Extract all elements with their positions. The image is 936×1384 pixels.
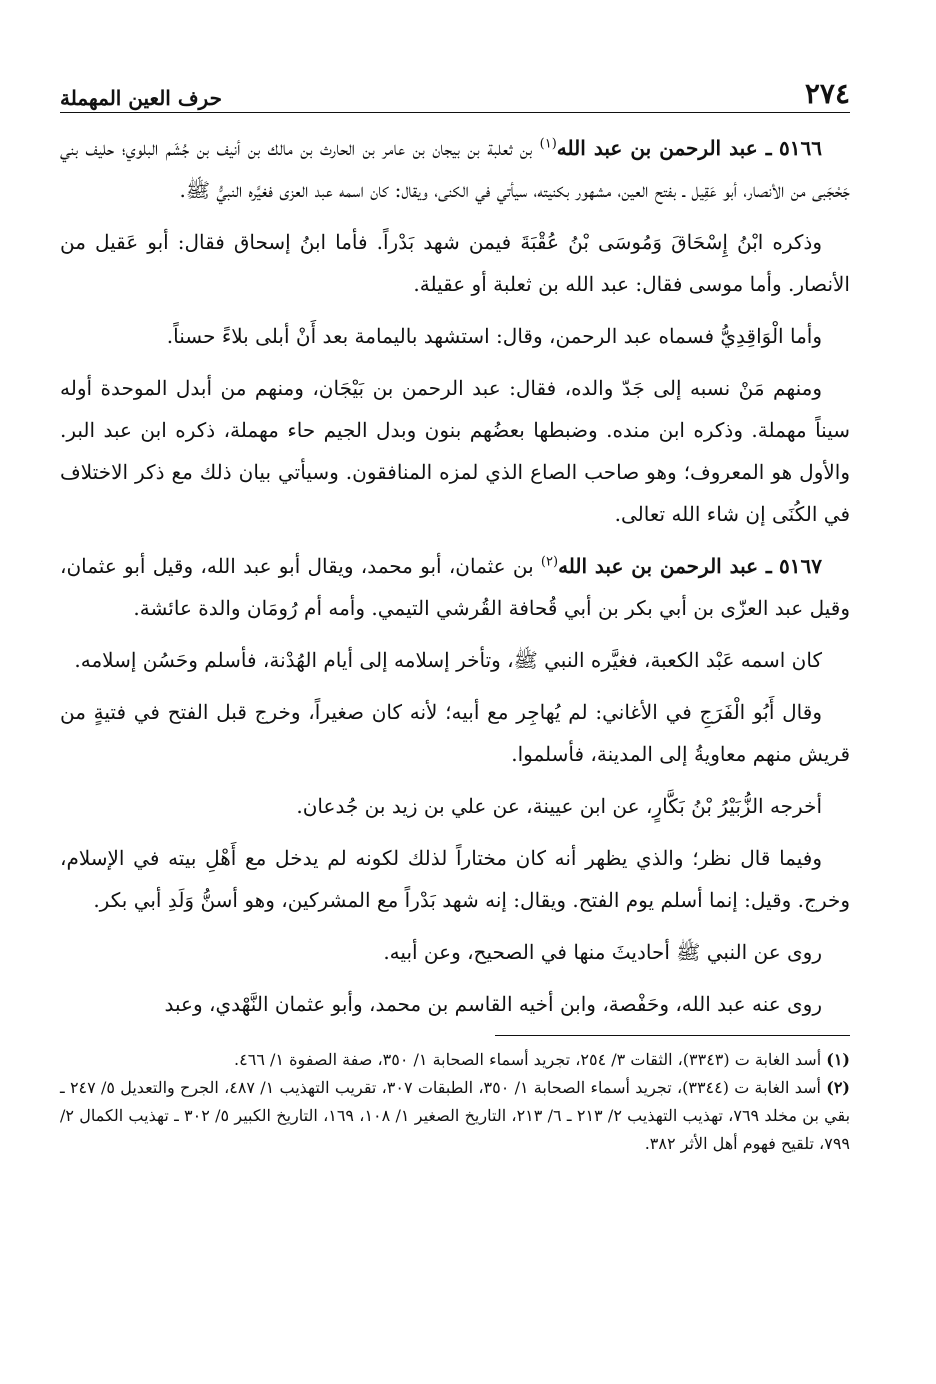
footnote-reference[interactable]: (١) [539,136,557,152]
page-number: ٢٧٤ [804,77,850,110]
paragraph: أخرجه الزُّبَيْرُ بْنُ بَكَّارٍ، عن ابن عيينة، عن علي بن زيد بن جُدعان. [296,794,822,818]
footnote-mark: (٢) [826,1078,850,1097]
entry-5167 [60,545,850,629]
footnotes [60,1046,850,1158]
paragraph: وذكره ابْنُ إِسْحَاقَ وَمُوسَى بْنُ عُقْبَةَ فيمن شهد بَدْراً. فأما ابنُ إسحاق فقال: أبو عَقيل من الأنصار. وأما موسى فقال: عبد الله بن ثعلبة أو عقيلة. [60,230,850,296]
footnote-divider [495,1035,850,1036]
paragraph: روى عن النبي ﷺ أحاديثَ منها في الصحيح، وعن أبيه. [383,940,822,964]
footnote-text: أسد الغابة ت (٣٣٤٣)، الثقات ٣/ ٢٥٤، تجريد أسماء الصحابة ١/ ٣٥٠، صفة الصفوة ١/ ٤٦٦. [234,1050,822,1069]
entry-text: بن عثمان، أبو محمد، ويقال أبو عبد الله، وقيل أبو عثمان، وقيل عبد العزّى بن أبي بكر بن أبي قُحافة القُرشي التيمي. وأمه أم رُومَان والدة عائشة. [60,554,850,620]
running-title: حرف العين المهملة [60,86,222,110]
page-header [60,60,850,113]
paragraph: وفيما قال نظر؛ والذي يظهر أنه كان مختاراً لذلك لكونه لم يدخل مع أَهْلِ بيته في الإسلام، وخرج. وقيل: إنما أسلم يوم الفتح. ويقال: إنه شهد بَدْراً مع المشركين، وهو أسنُّ وَلَدِ أبي بكر. [60,846,850,912]
footnote-mark: (١) [826,1050,850,1069]
entry-text: بن ثعلبة بن بيجان بن عامر بن الحارث بن مالك بن أنيف بن جُشَم البلوي؛ حليف بني جَحْجَبى من الأنصار، أبو عَقِيل ـ بفتح العين، مشهور بكنيته، سيأتي في الكنى، ويقال: كان اسمه عبد العزى فغيَّره النبيُّ ﷺ. [60,136,850,202]
paragraph: وأما الْوَاقِدِيُّ فسماه عبد الرحمن، وقال: استشهد باليمامة بعد أَنْ أبلى بلاءً حسناً. [166,324,822,348]
paragraph: وقال أَبُو الْفَرَجِ في الأغاني: لم يُهاجِر مع أبيه؛ لأنه كان صغيراً، وخرج قبل الفتح في فتيةٍ من قريش منهم معاويةُ إلى المدينة، فأسلموا. [60,700,850,766]
main-text [60,127,850,1025]
entry-name: ـ عبد الرحمن بن عبد الله [556,136,772,160]
entry-5166 [60,127,850,211]
footnote-reference[interactable]: (٢) [540,554,559,570]
paragraph: روى عنه عبد الله، وحَفْصة، وابن أخيه القاسم بن محمد، وأبو عثمان النَّهْدي، وعبد [164,992,822,1016]
paragraph: كان اسمه عَبْد الكعبة، فغيَّره النبي ﷺ، وتأخر إسلامه إلى أيام الهُدْنة، فأسلم وحَسُن إسلامه. [74,648,822,672]
paragraph: ومنهم مَنْ نسبه إلى جَدّ والده، فقال: عبد الرحمن بن بَيْجَان، ومنهم من أبدل الموحدة أوله سيناً مهملة. وذكره ابن منده. وضبطها بعضُهم بنون وبدل الجيم حاء مهملة، ذكره ابن عبد البر. والأول هو المعروف؛ وهو صاحب الصاع الذي لمزه المنافقون. وسيأتي بيان ذلك مع ذكر الاختلاف في الكُنَى إن شاء الله تعالى. [60,376,850,526]
footnote [60,1074,850,1158]
footnote-text: أسد الغابة ت (٣٣٤٤)، تجريد أسماء الصحابة ١/ ٣٥٠، الطبقات ٣٠٧، تقريب التهذيب ١/ ٤٨٧، الجرح والتعديل ٥/ ٢٤٧ ـ بقي بن مخلد ٧٦٩، تهذيب التهذيب ٢/ ٢١٣ ـ ٦/ ٢١٣، التاريخ الصغير ١/ ١٠٨، ١٦٩، التاريخ الكبير ٥/ ٣٠٢ ـ تهذيب الكمال ٢/ ٧٩٩، تلقيح فهوم أهل الأثر ٣٨٢. [60,1078,851,1153]
footnote [60,1046,850,1074]
entry-name: ـ عبد الرحمن بن عبد الله [558,554,772,578]
book-page [60,60,850,1360]
entry-number: ٥١٦٧ [779,554,823,578]
entry-number: ٥١٦٦ [779,136,823,160]
